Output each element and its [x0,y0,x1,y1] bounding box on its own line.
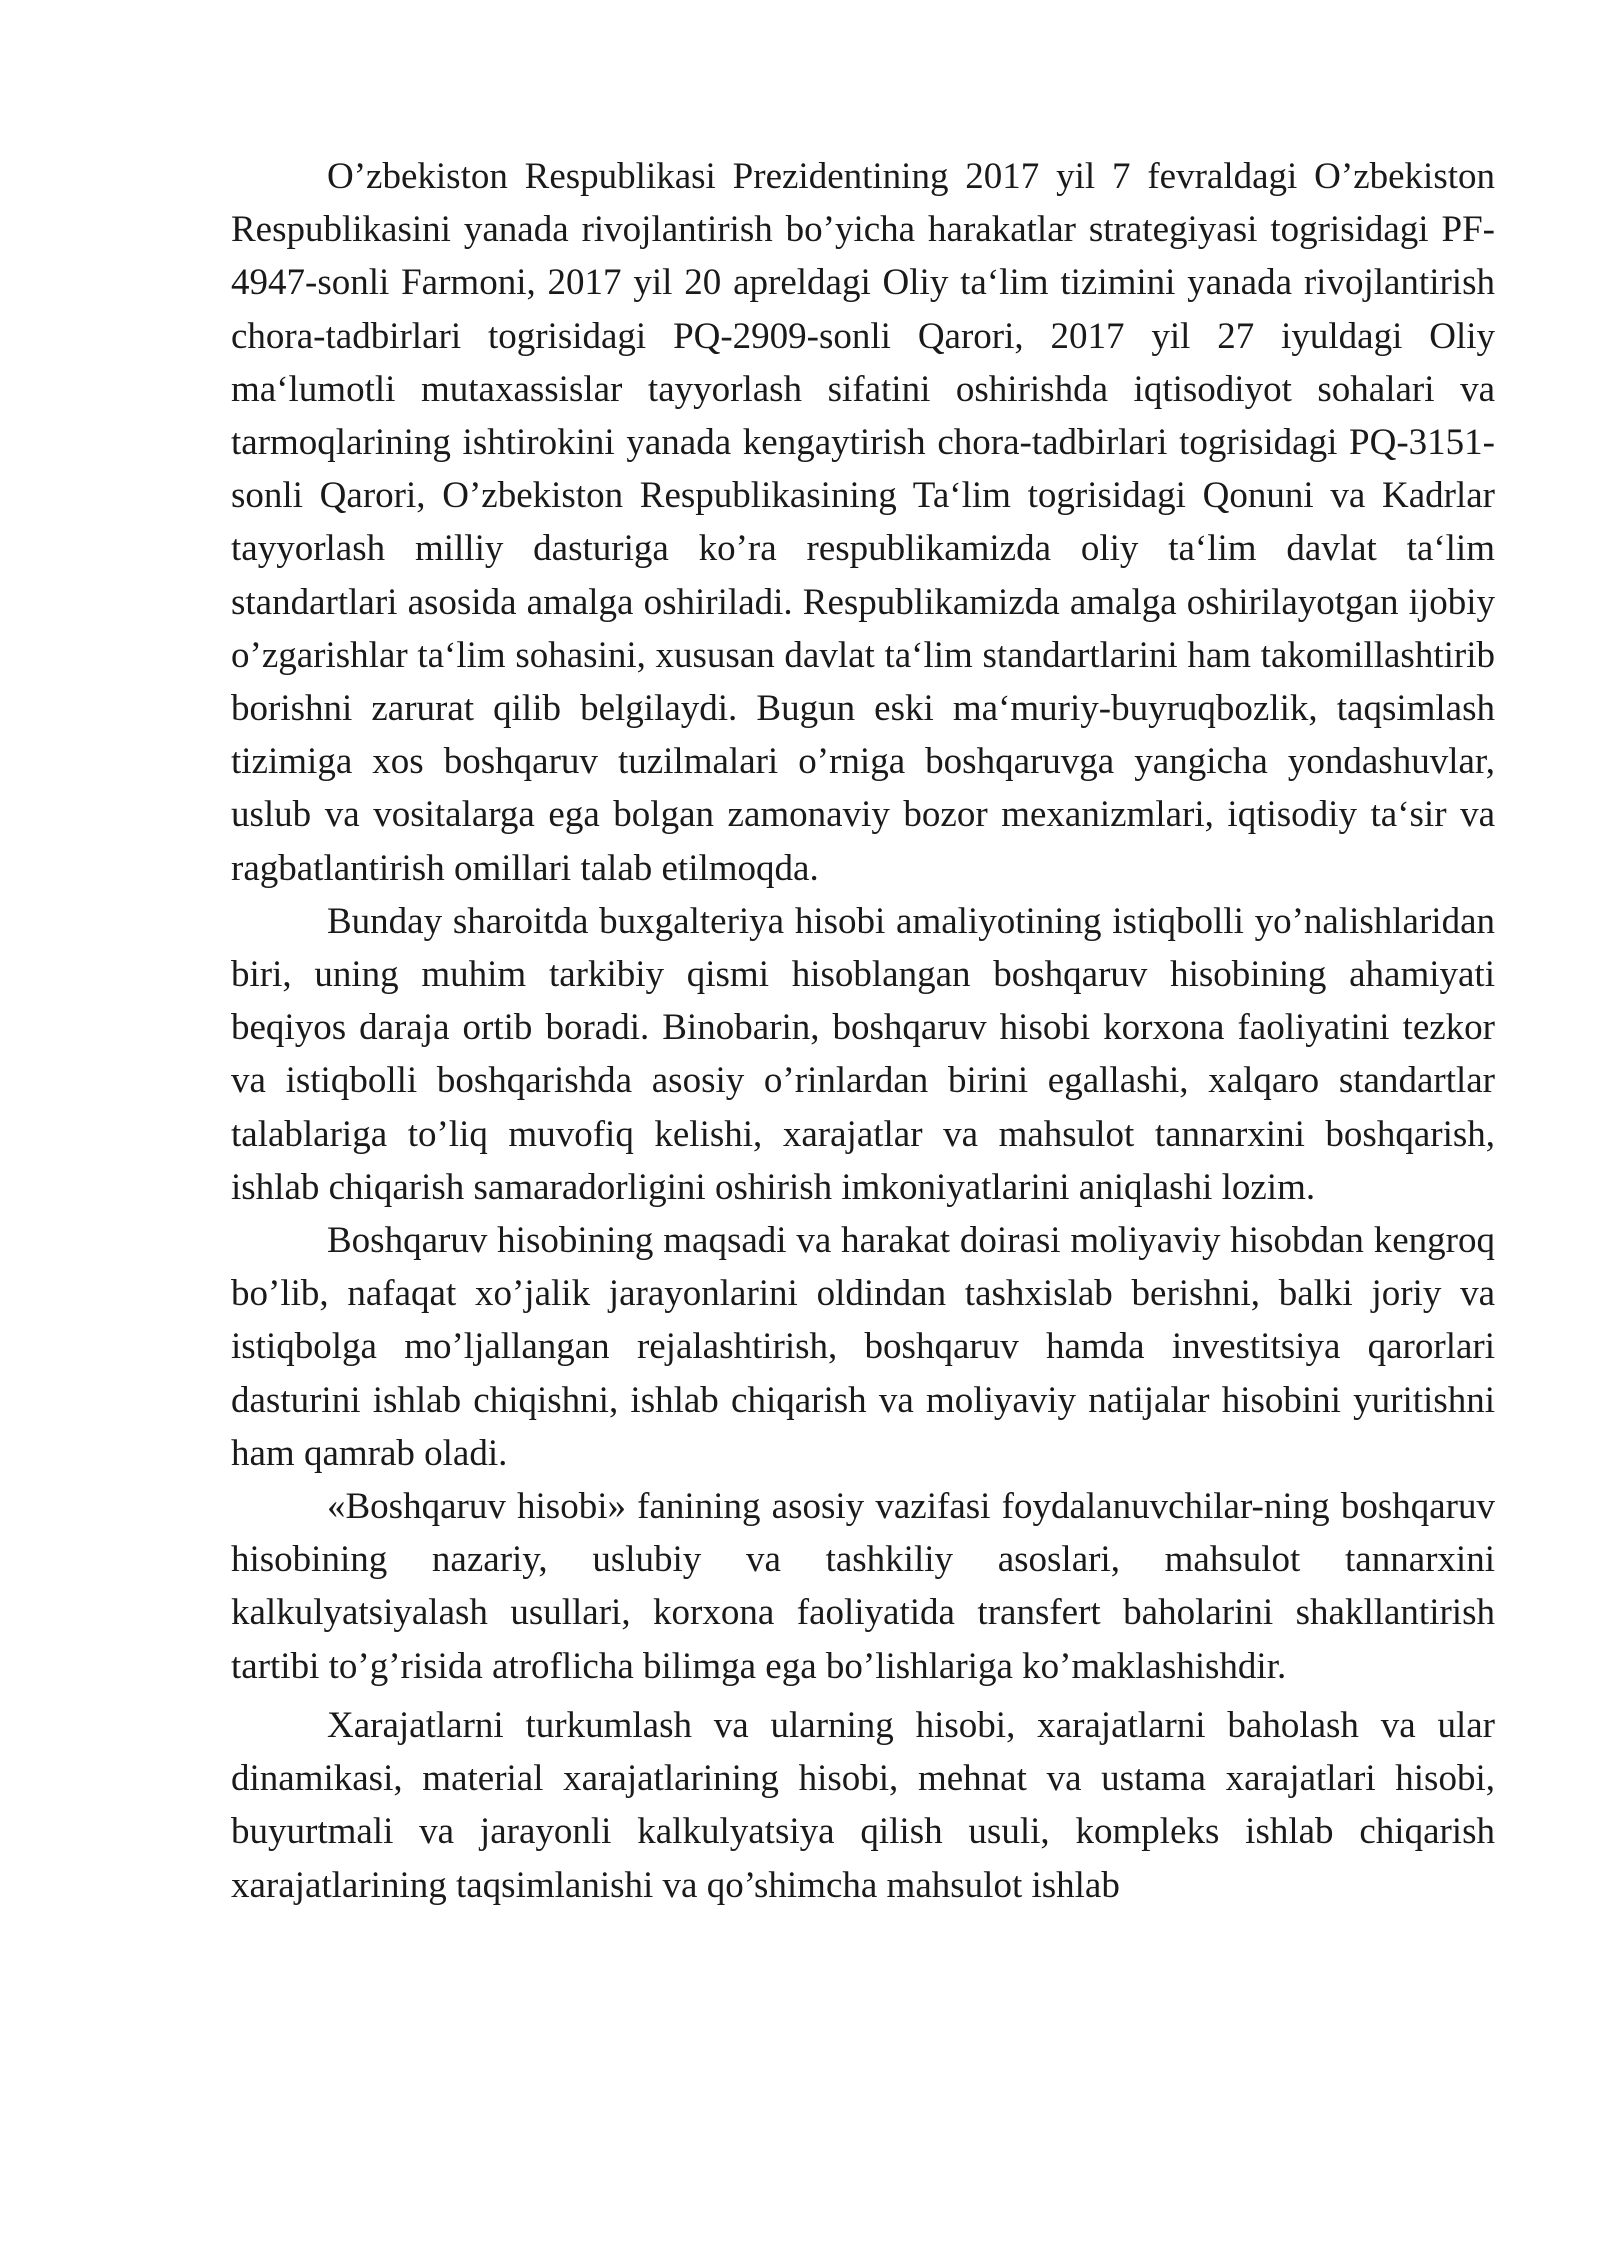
paragraph-5: Xarajatlarni turkumlash va ularning hisobi, xarajatlarni baholash va ular dinamikasi, material xarajatlarining hisobi, mehnat va ustama xarajatlari hisobi, buyurtmali va jarayonli kalkulyatsiya qilish usuli, kompleks ishlab chiqarish xarajatlarining taqsimlanishi va qo’shimcha mahsulot ishlab [231,1704,1495,1906]
paragraph-4: «Boshqaruv hisobi» fanining asosiy vazifasi foydalanuvchilar-ning boshqaruv hisobining nazariy, uslubiy va tashkiliy asoslari, mahsulot tannarxini kalkulyatsiyalash usullari, korxona faoliyatida transfert baholarini shakllantirish tartibi to’g’risida atroflicha bilimga ega bo’lishlariga ko’maklashishdir. [231,1486,1495,1687]
paragraph-3: Boshqaruv hisobining maqsadi va harakat doirasi moliyaviy hisobdan kengroq bo’lib, nafaqat xo’jalik jarayonlarini oldindan tashxislab berishni, balki joriy va istiqbolga mo’ljallangan rejalashtirish, boshqaruv hamda investitsiya qarorlari dasturini ishlab chiqishni, ishlab chiqarish va moliyaviy natijalar hisobini yuritishni ham qamrab oladi. [231,1220,1495,1474]
paragraph-2: Bunday sharoitda buxgalteriya hisobi amaliyotining istiqbolli yo’nalishlaridan biri, uning muhim tarkibiy qismi hisoblangan boshqaruv hisobining ahamiyati beqiyos daraja ortib boradi. Binobarin, boshqaruv hisobi korxona faoliyatini tezkor va istiqbolli boshqarishda asosiy o’rinlardan birini egallashi, xalqaro standartlar talablariga to’liq muvofiq kelishi, xarajatlar va mahsulot tannarxini boshqarish, ishlab chiqarish samaradorligini oshirish imkoniyatlarini aniqlashi lozim. [231,900,1495,1208]
paragraph-1: O’zbekiston Respublikasi Prezidentining 2017 yil 7 fevraldagi O’zbekiston Respublikasini yanada rivojlantirish bo’yicha harakatlar strategiyasi togrisidagi PF-4947-sonli Farmoni, 2017 yil 20 apreldagi Oliy ta‘lim tizimini yanada rivojlantirish chora-tadbirlari togrisidagi PQ-2909-sonli Qarori, 2017 yil 27 iyuldagi Oliy ma‘lumotli mutaxassislar tayyorlash sifatini oshirishda iqtisodiyot sohalari va tarmoqlarining ishtirokini yanada kengaytirish chora-tadbirlari togrisidagi PQ-3151-sonli Qarori, O’zbekiston Respublikasining Ta‘lim togrisidagi Qonuni va Kadrlar tayyorlash milliy dasturiga ko’ra respublikamizda oliy ta‘lim davlat ta‘lim standartlari asosida amalga oshiriladi. Respublikamizda amalga oshirilayotgan ijobiy o’zgarishlar ta‘lim sohasini, xususan davlat ta‘lim standartlarini ham takomillashtirib borishni zarurat qilib belgilaydi. Bugun eski ma‘muriy-buyruqbozlik, taqsimlash tizimiga xos boshqaruv tuzilmalari o’rniga boshqaruvga yangicha yondashuvlar, uslub va vositalarga ega bolgan zamonaviy bozor mexanizmlari, iqtisodiy ta‘sir va ragbatlantirish omillari talab etilmoqda. [231,156,1495,889]
body-text [231,150,1495,1912]
